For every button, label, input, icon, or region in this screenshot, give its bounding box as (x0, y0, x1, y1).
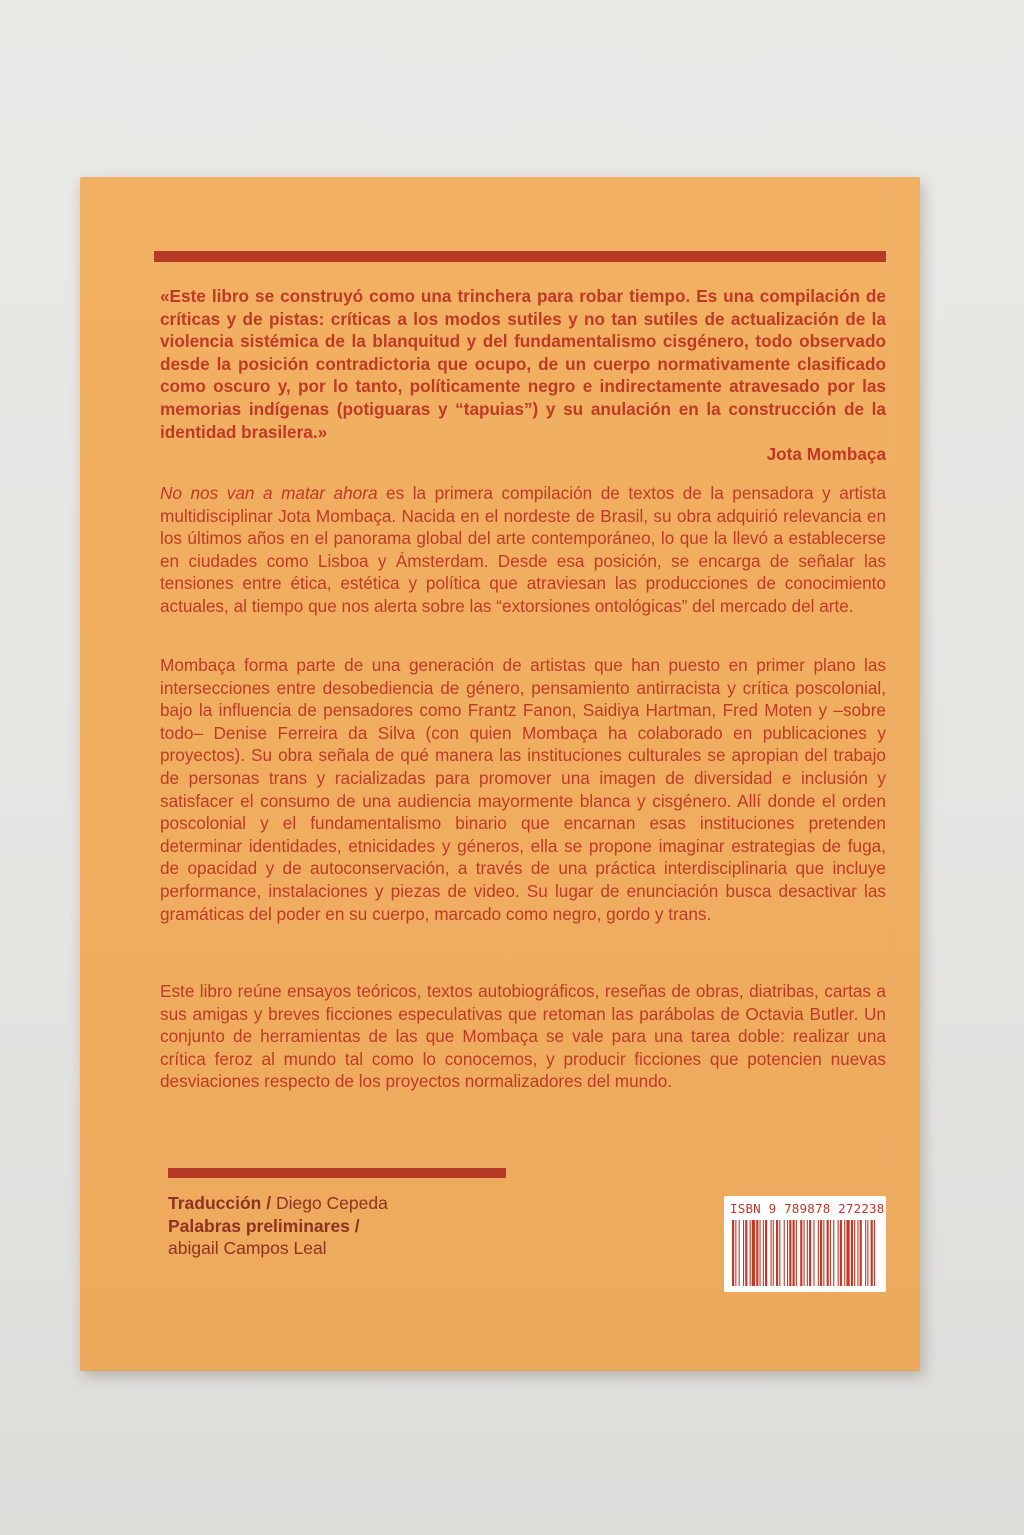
barcode-bar (820, 1220, 822, 1286)
barcode-bar (752, 1220, 755, 1286)
barcode-bar (779, 1220, 780, 1286)
barcode-bar (743, 1220, 744, 1286)
cover-fold-crease (888, 177, 891, 1370)
barcode-bar (857, 1220, 858, 1286)
barcode-bar (818, 1220, 819, 1286)
barcode-bar (851, 1220, 853, 1286)
barcode-icon (732, 1220, 878, 1286)
preface-author-name: abigail Campos Leal (168, 1238, 327, 1258)
barcode-bar (844, 1220, 845, 1286)
barcode-bar (787, 1220, 788, 1286)
barcode-bar (765, 1220, 767, 1286)
book-title: No nos van a matar ahora (160, 483, 378, 503)
barcode-bar (860, 1220, 862, 1286)
barcode-bar (756, 1220, 758, 1286)
barcode-bar (813, 1220, 814, 1286)
barcode-bar (867, 1220, 868, 1286)
book-back-cover (80, 177, 920, 1370)
translation-label: Traducción / (168, 1193, 272, 1213)
barcode-bar (838, 1220, 839, 1286)
barcode-bar (833, 1220, 834, 1286)
barcode-bar (750, 1220, 751, 1286)
preface-credit-label (168, 1215, 388, 1238)
barcode-bar (773, 1220, 774, 1286)
blurb-paragraph-3: Este libro reúne ensayos teóricos, textos autobiográficos, reseñas de obras, diatribas, cartas a sus amigas y breves ficciones especulativas que retoman las parábolas de Octavia Butler. Un conjunto de herramientas de las que Mombaça se vale para una tarea doble: realizar una crítica feroz al mundo tal como lo conocemos, y producir ficciones que potencien nuevas desviaciones respecto de los proyectos normalizadores del mundo. (160, 981, 886, 1092)
translator-name: Diego Cepeda (275, 1193, 388, 1213)
barcode-bar (846, 1220, 849, 1286)
barcode-bar (793, 1220, 795, 1286)
barcode-bar (789, 1220, 791, 1286)
translation-credit (168, 1192, 388, 1215)
barcode-bar (800, 1220, 802, 1286)
top-rule (154, 251, 886, 262)
barcode-bar (830, 1220, 831, 1286)
barcode-bar (871, 1220, 873, 1286)
barcode-bar (739, 1220, 740, 1286)
barcode-bar (807, 1220, 808, 1286)
barcode-bar (735, 1220, 736, 1286)
isbn-barcode-sticker (724, 1196, 886, 1292)
credits (168, 1192, 388, 1260)
barcode-bar (865, 1220, 866, 1286)
barcode-bar (763, 1220, 764, 1286)
barcode-bar (823, 1220, 824, 1286)
barcode-bar (840, 1220, 842, 1286)
barcode-bar (771, 1220, 772, 1286)
barcode-bar (874, 1220, 875, 1286)
quote-author: Jota Mombaça (766, 444, 886, 465)
barcode-bar (827, 1220, 829, 1286)
barcode-bar (796, 1220, 797, 1286)
blurb-paragraph-1 (160, 482, 886, 618)
quote-text: «Este libro se construyó como una trinchera para robar tiempo. Es una compilación de críticas y de pistas: críticas a los modos sutiles y no tan sutiles de actualización de la violencia sistémica de la blanquitud y del fundamentalismo cisgénero, todo observado desde la posición contradictoria que ocupo, de un cuerpo normativamente clasificado como oscuro y, por lo tanto, políticamente negro e indirectamente atravesado por las memorias indígenas (potiguaras y “tapuias”) y su anulación en la construcción de la identidad brasilera.» (160, 286, 886, 442)
blurb-paragraph-2: Mombaça forma parte de una generación de artistas que han puesto en primer plano las intersecciones entre desobediencia de género, pensamiento antirracista y crítica poscolonial, bajo la influencia de pensadores como Frantz Fanon, Saidiya Hartman, Fred Moten y –sobre todo– Denise Ferreira da Silva (con quien Mombaça ha colaborado en publicaciones y proyectos). Su obra señala de qué manera las instituciones culturales se apropian del trabajo de personas trans y racializadas para promover una imagen de diversidad e inclusión y satisfacer el consumo de una audiencia mayormente blanca y cisgénero. Allí donde el orden poscolonial y el fundamentalismo binario que encarnan esas instituciones pretenden determinar identidades, etnicidades y géneros, ella se propone imaginar estrategias de fuga, de opacidad y de autoconservación, a través de una práctica interdisciplinaria que incluye performance, instalaciones y piezas de video. Su lugar de enunciación busca desactivar las gramáticas del poder en su cuerpo, marcado como negro, gordo y trans. (160, 655, 886, 924)
isbn-number: ISBN 9 789878 272238 (730, 1201, 885, 1216)
barcode-bar (784, 1220, 785, 1286)
barcode-bar (760, 1220, 761, 1286)
barcode-bar (732, 1220, 734, 1286)
preface-label: Palabras preliminares / (168, 1215, 360, 1236)
bottom-rule (168, 1168, 506, 1178)
paragraph-1-text: es la primera compilación de textos de la pensadora y artista multidisciplinar Jota Mombaça. Nacida en el nordeste de Brasil, su obra adquirió relevancia en los últimos años en el panorama global del arte contemporáneo, lo que la llevó a establecerse en ciudades como Lisboa y Ámsterdam. Desde esa posición, se encarga de señalar las tensiones entre ética, estética y política que atraviesan las producciones de conocimiento actuales, al tiempo que nos alerta sobre las “extorsiones ontológicas” del mercado del arte. (160, 483, 886, 616)
barcode-bar (776, 1220, 778, 1286)
barcode-bar (854, 1220, 855, 1286)
back-cover-quote (160, 285, 886, 466)
barcode-bar (804, 1220, 805, 1286)
barcode-bar (745, 1220, 747, 1286)
barcode-bar (809, 1220, 811, 1286)
